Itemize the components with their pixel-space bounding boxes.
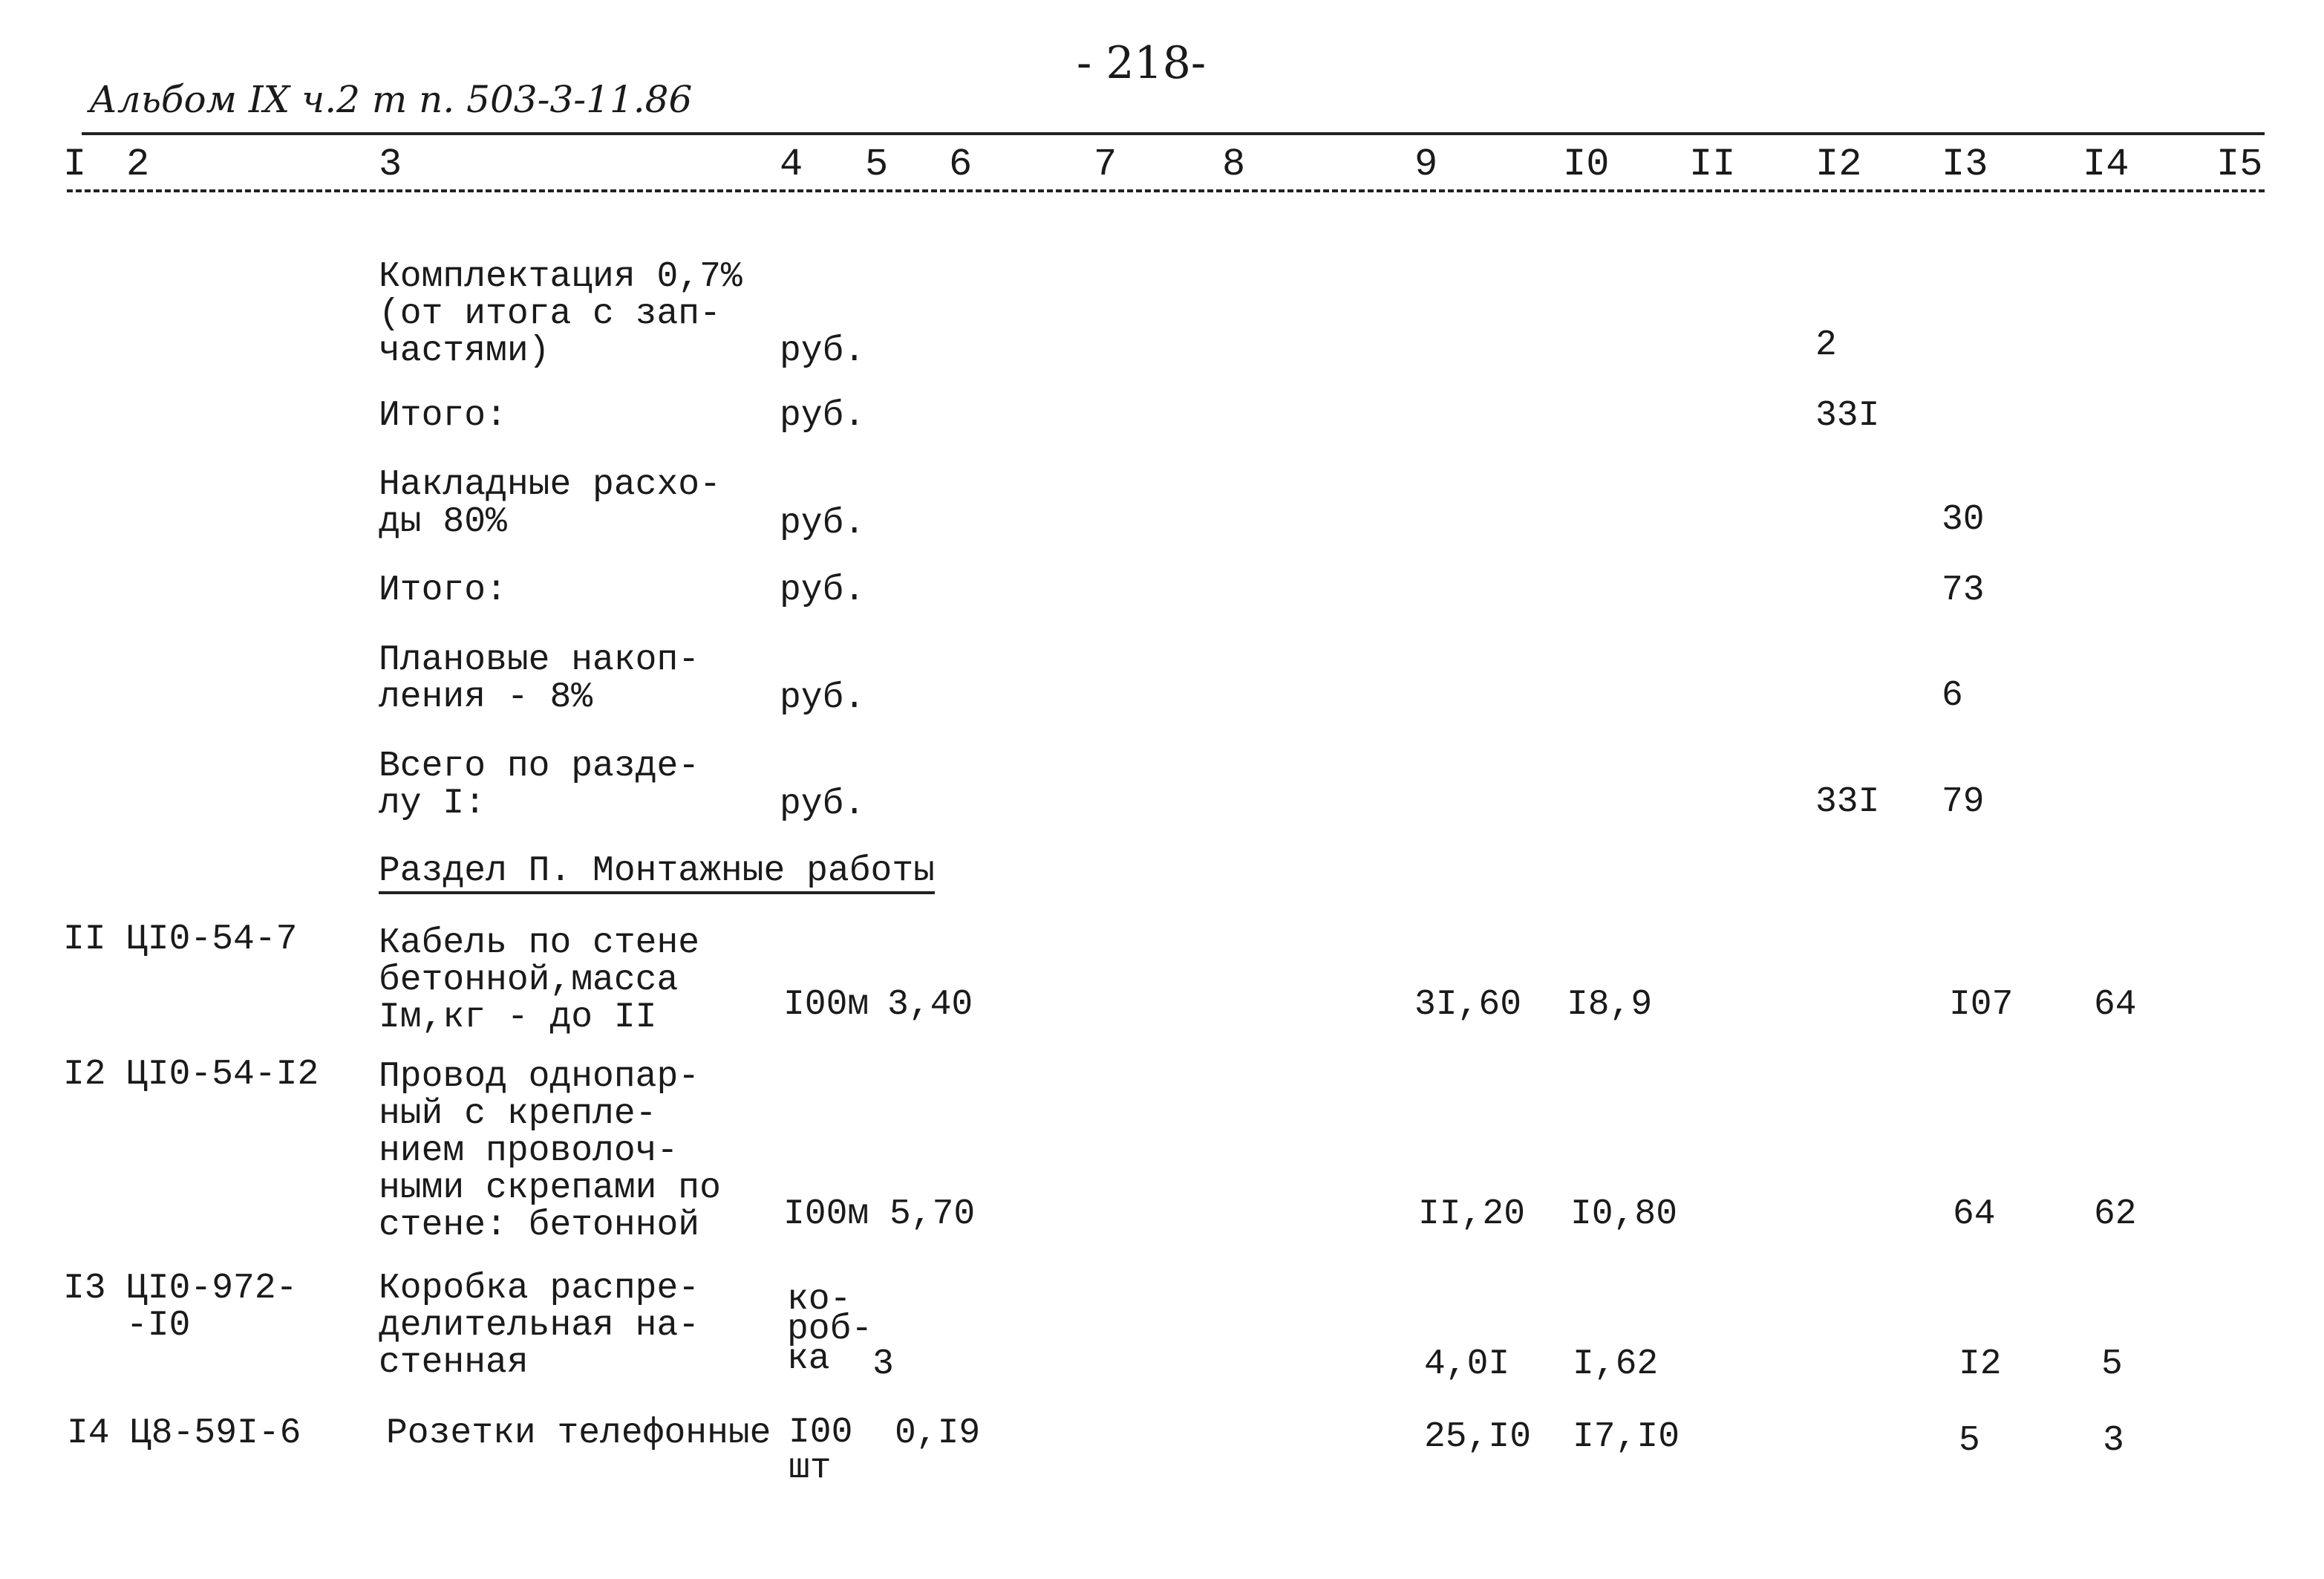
section-heading: Раздел П. Монтажные работы [379,853,935,894]
item-quantity: 5,70 [890,1194,976,1234]
item-col10: I,62 [1573,1344,1659,1384]
top-rule [82,132,2265,135]
summary-label: Комплектация 0,7% (от итога с зап- частями) [379,257,742,371]
item-code: ЦI0-54-I2 [126,1055,319,1095]
item-quantity: 3,40 [887,985,973,1025]
summary-label: Плановые накоп- ления - 8% [379,640,700,717]
summary-label: Накладные расхо- ды 80% [379,465,721,542]
item-number: II [63,919,106,960]
col-header-5: 5 [865,143,889,186]
item-number: I2 [63,1055,106,1095]
col-header-2: 2 [126,143,150,186]
album-reference: Альбом IX ч.2 т п. 503-3-11.86 [89,78,693,121]
summary-unit: руб. [780,784,866,824]
item-col13: 5 [1959,1421,1980,1461]
item-code: ЦI0-54-7 [126,919,298,960]
col-header-14: I4 [2083,143,2129,186]
col-header-7: 7 [1094,143,1117,186]
item-description: Провод однопар- ный с крепле- нием проволоч- ными скрепами по стене: бетонной [379,1057,721,1246]
summary-col12: 33I [1815,396,1880,436]
item-col14: 3 [2103,1421,2124,1461]
col-header-13: I3 [1942,143,1988,186]
item-col10: I8,9 [1567,985,1653,1025]
summary-col12: 33I [1815,782,1880,822]
item-col9: 3I,60 [1414,985,1522,1025]
item-number: I3 [63,1269,106,1309]
item-col13: I07 [1949,985,2014,1025]
item-unit: ко- роб- ка [787,1280,873,1379]
item-col10: I0,80 [1570,1194,1678,1234]
summary-col12: 2 [1815,325,1837,365]
item-col14: 62 [2094,1194,2137,1234]
item-col9: 4,0I [1424,1344,1510,1384]
col-header-3: 3 [379,143,402,186]
item-quantity: 0,I9 [895,1413,981,1453]
col-header-8: 8 [1222,143,1246,186]
item-col14: 5 [2101,1344,2123,1384]
item-description: Коробка распре- делительная на- стенная [379,1269,700,1383]
item-unit: I00м [783,1194,869,1234]
summary-label: Итого: [379,396,507,436]
item-unit: I00м [783,985,869,1025]
col-header-11: II [1689,143,1736,186]
item-col14: 64 [2094,985,2137,1025]
col-header-12: I2 [1815,143,1862,186]
summary-label: Всего по разде- лу I: [379,746,700,824]
summary-unit: руб. [780,570,866,611]
item-col9: 25,I0 [1424,1417,1532,1457]
item-col13: 64 [1953,1194,1996,1234]
item-description: Кабель по стене бетонной,масса Iм,кг - до II [379,923,700,1038]
item-unit: I00 шт [789,1413,853,1488]
item-col9: II,20 [1418,1194,1526,1234]
summary-col13: 30 [1942,500,1985,540]
item-code: Ц8-59I-6 [130,1413,301,1453]
item-quantity: 3 [872,1344,894,1384]
summary-unit: руб. [780,678,866,718]
col-header-4: 4 [780,143,803,186]
summary-col13: 79 [1942,782,1985,822]
col-header-9: 9 [1414,143,1438,186]
col-header-15: I5 [2216,143,2263,186]
item-description: Розетки телефонные [386,1413,771,1453]
summary-unit: руб. [780,396,866,436]
item-number: I4 [67,1413,110,1453]
item-col13: I2 [1959,1344,2002,1384]
col-header-10: I0 [1563,143,1610,186]
summary-unit: руб. [780,504,866,544]
col-header-6: 6 [949,143,973,186]
item-code: ЦI0-972- -I0 [126,1269,298,1346]
summary-col13: 6 [1942,676,1963,716]
header-dashed-rule [67,189,2265,192]
summary-unit: руб. [780,331,866,371]
summary-label: Итого: [379,570,507,611]
item-col10: I7,I0 [1573,1417,1680,1457]
col-header-1: I [63,143,87,186]
summary-col13: 73 [1942,570,1985,611]
page-number: - 218- [1077,37,1207,89]
